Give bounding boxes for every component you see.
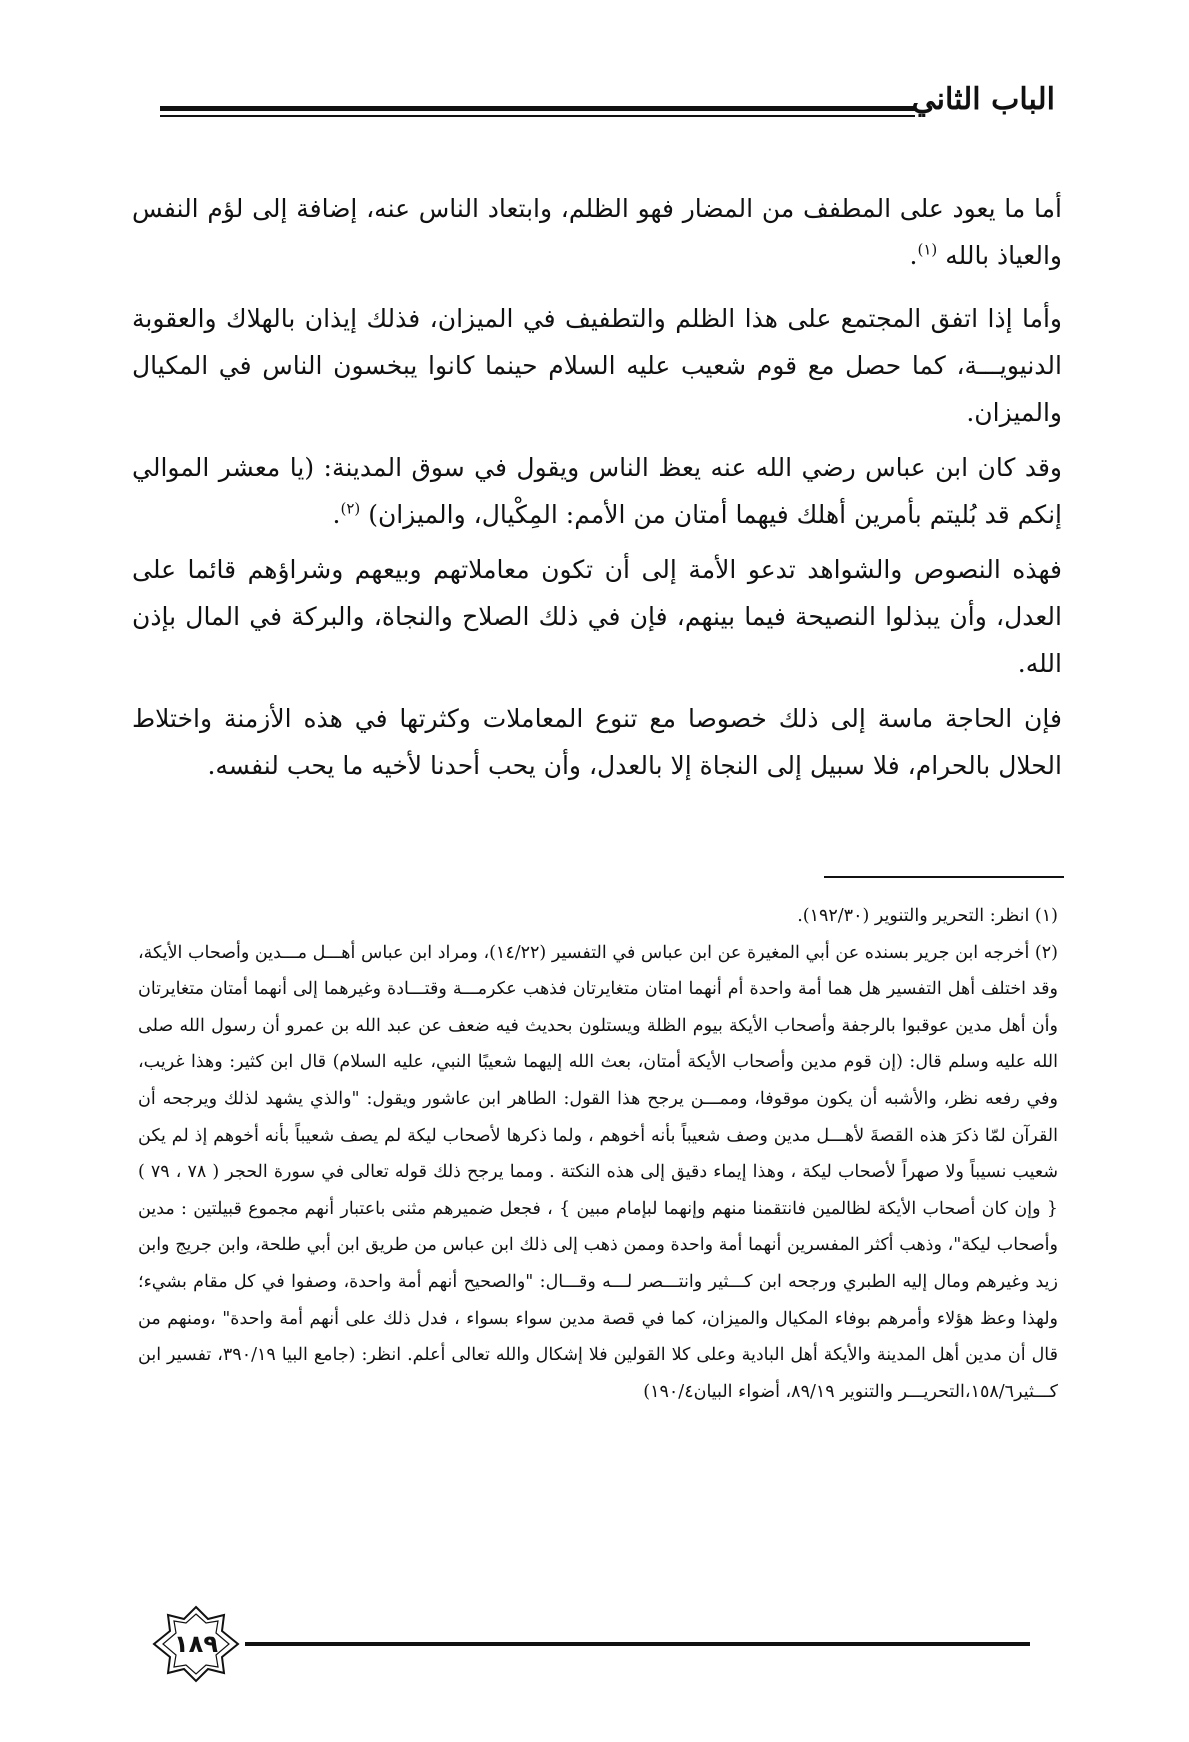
paragraph-1: أما ما يعود على المطفف من المضار فهو الظلم، وابتعاد الناس عنه، إضافة إلى لؤم النفس والعياذ بالله $^{(١)}$. (132, 194, 1062, 270)
chapter-title: الباب الثاني (911, 82, 1055, 117)
paragraph-4: فهذه النصوص والشواهد تدعو الأمة إلى أن تكون معاملاتهم وبيعهم وشراؤهم قائما على العدل، وأن يبذلوا النصيحة فيما بينهم، فإن في ذلك الصلاح والنجاة، والبركة في المال بإذن الله. (132, 555, 1062, 678)
footnote-1: (١) انظر: التحرير والتنوير (١٩٢/٣٠). (797, 906, 1058, 926)
header-rule-thin (160, 115, 915, 117)
paragraph-text: وقد كان ابن عباس رضي الله عنه يعظ الناس ويقول في سوق المدينة: (يا معشر الموالي إنكم قد بُليتم بأمرين أهلك فيهما أمتان من الأمم: المِكْيال، والميزان) (132, 453, 1062, 529)
footnote-separator (824, 876, 1064, 878)
footnote-ref-2[interactable]: (٢) (340, 499, 361, 518)
paragraph-text: أما ما يعود على المطفف من المضار فهو الظلم، وابتعاد الناس عنه، إضافة إلى لؤم النفس والعياذ بالله (132, 194, 1062, 270)
page-header (160, 78, 1055, 138)
paragraph-5: فإن الحاجة ماسة إلى ذلك خصوصا مع تنوع المعاملات وكثرتها في هذه الأزمنة واختلاط الحلال بالحرام، فلا سبيل إلى النجاة إلا بالعدل، وأن يحب أحدنا لأخيه ما يحب لنفسه. (132, 704, 1062, 780)
footnotes (138, 898, 1058, 1410)
footnote-2: (٢) أخرجه ابن جرير بسنده عن أبي المغيرة عن ابن عباس في التفسير (١٤/٢٢)، ومراد ابن عباس أهـــل مـــدين وأصحاب الأيكة، وقد اختلف أهل التفسير هل هما أمة واحدة أم أنهما امتان متغايرتان فذهب عكرمـــة وقتـــادة وغيرهما إلى أنهما أمتان متغايرتان وأن أهل مدين عوقبوا بالرجفة وأصحاب الأيكة بيوم الظلة ويستلون بحديث فيه ضعف عن عبد الله بن عمرو أن رسول الله صلى الله عليه وسلم قال: (إن قوم مدين وأصحاب الأيكة أمتان، بعث الله إليهما شعيبًا النبي، عليه السلام) قال ابن كثير: وهذا غريب، وفي رفعه نظر، والأشبه أن يكون موقوفا، وممـــن يرجح هذا القول: الطاهر ابن عاشور ويقول: "والذي يشهد لذلك ويرجحه أن القرآن لمّا ذكرَ هذه القصةَ لأهـــل مدين وصف شعيباً بأنه أخوهم ، ولما ذكرها لأصحاب ليكة لم يصف شعيباً بأنه أخوهم إذ لم يكن شعيب نسيباً ولا صهراً لأصحاب ليكة ، وهذا إيماء دقيق إلى هذه النكتة . ومما يرجح ذلك قوله تعالى في سورة الحجر ( ٧٨ ، ٧٩ ) { وإن كان أصحاب الأيكة لظالمين فانتقمنا منهم وإنهما لبإمام مبين } ، فجعل ضميرهم مثنى باعتبار أنهم مجموع قبيلتين : مدين وأصحاب ليكة"، وذهب أكثر المفسرين أنهما أمة واحدة وممن ذهب إلى ذلك ابن عباس من طريق ابن أبي طلحة، وابن جريج وابن زيد وغيرهم ومال إليه الطبري ورجحه ابن كـــثير وانتـــصر لـــه وقـــال: "والصحيح أنهم أمة واحدة، وصفوا في كل مقام بشيء؛ ولهذا وعظ هؤلاء وأمرهم بوفاء المكيال والميزان، كما في قصة مدين سواء بسواء ، فدل ذلك على أنهم أمة واحدة" ،ومنهم من قال أن مدين أهل المدينة والأيكة أهل البادية وعلى كلا القولين فلا إشكال والله تعالى أعلم. انظر: (جامع البيا ٣٩٠/١٩، تفسير ابن كـــثير١٥٨/٦،التحريـــر والتنوير ٨٩/١٩، أضواء البيان١٩٠/٤) (138, 942, 1058, 1402)
footer-rule (245, 1642, 1030, 1646)
main-text (132, 185, 1062, 797)
footnote-ref-1[interactable]: (١) (917, 240, 938, 259)
page-number-badge (152, 1605, 240, 1683)
paragraph-3: وقد كان ابن عباس رضي الله عنه يعظ الناس ويقول في سوق المدينة: (يا معشر الموالي إنكم قد بُليتم بأمرين أهلك فيهما أمتان من الأمم: المِكْيال، والميزان) $^{(٢)}$. (132, 453, 1062, 529)
header-rule-thick (160, 106, 915, 111)
paragraph-2: وأما إذا اتفق المجتمع على هذا الظلم والتطفيف في الميزان، فذلك إيذان بالهلاك والعقوبة الدنيويـــة، كما حصل مع قوم شعيب عليه السلام حينما كانوا يبخسون الناس في المكيال والميزان. (132, 304, 1062, 427)
page-number: ١٨٩ (174, 1630, 218, 1658)
